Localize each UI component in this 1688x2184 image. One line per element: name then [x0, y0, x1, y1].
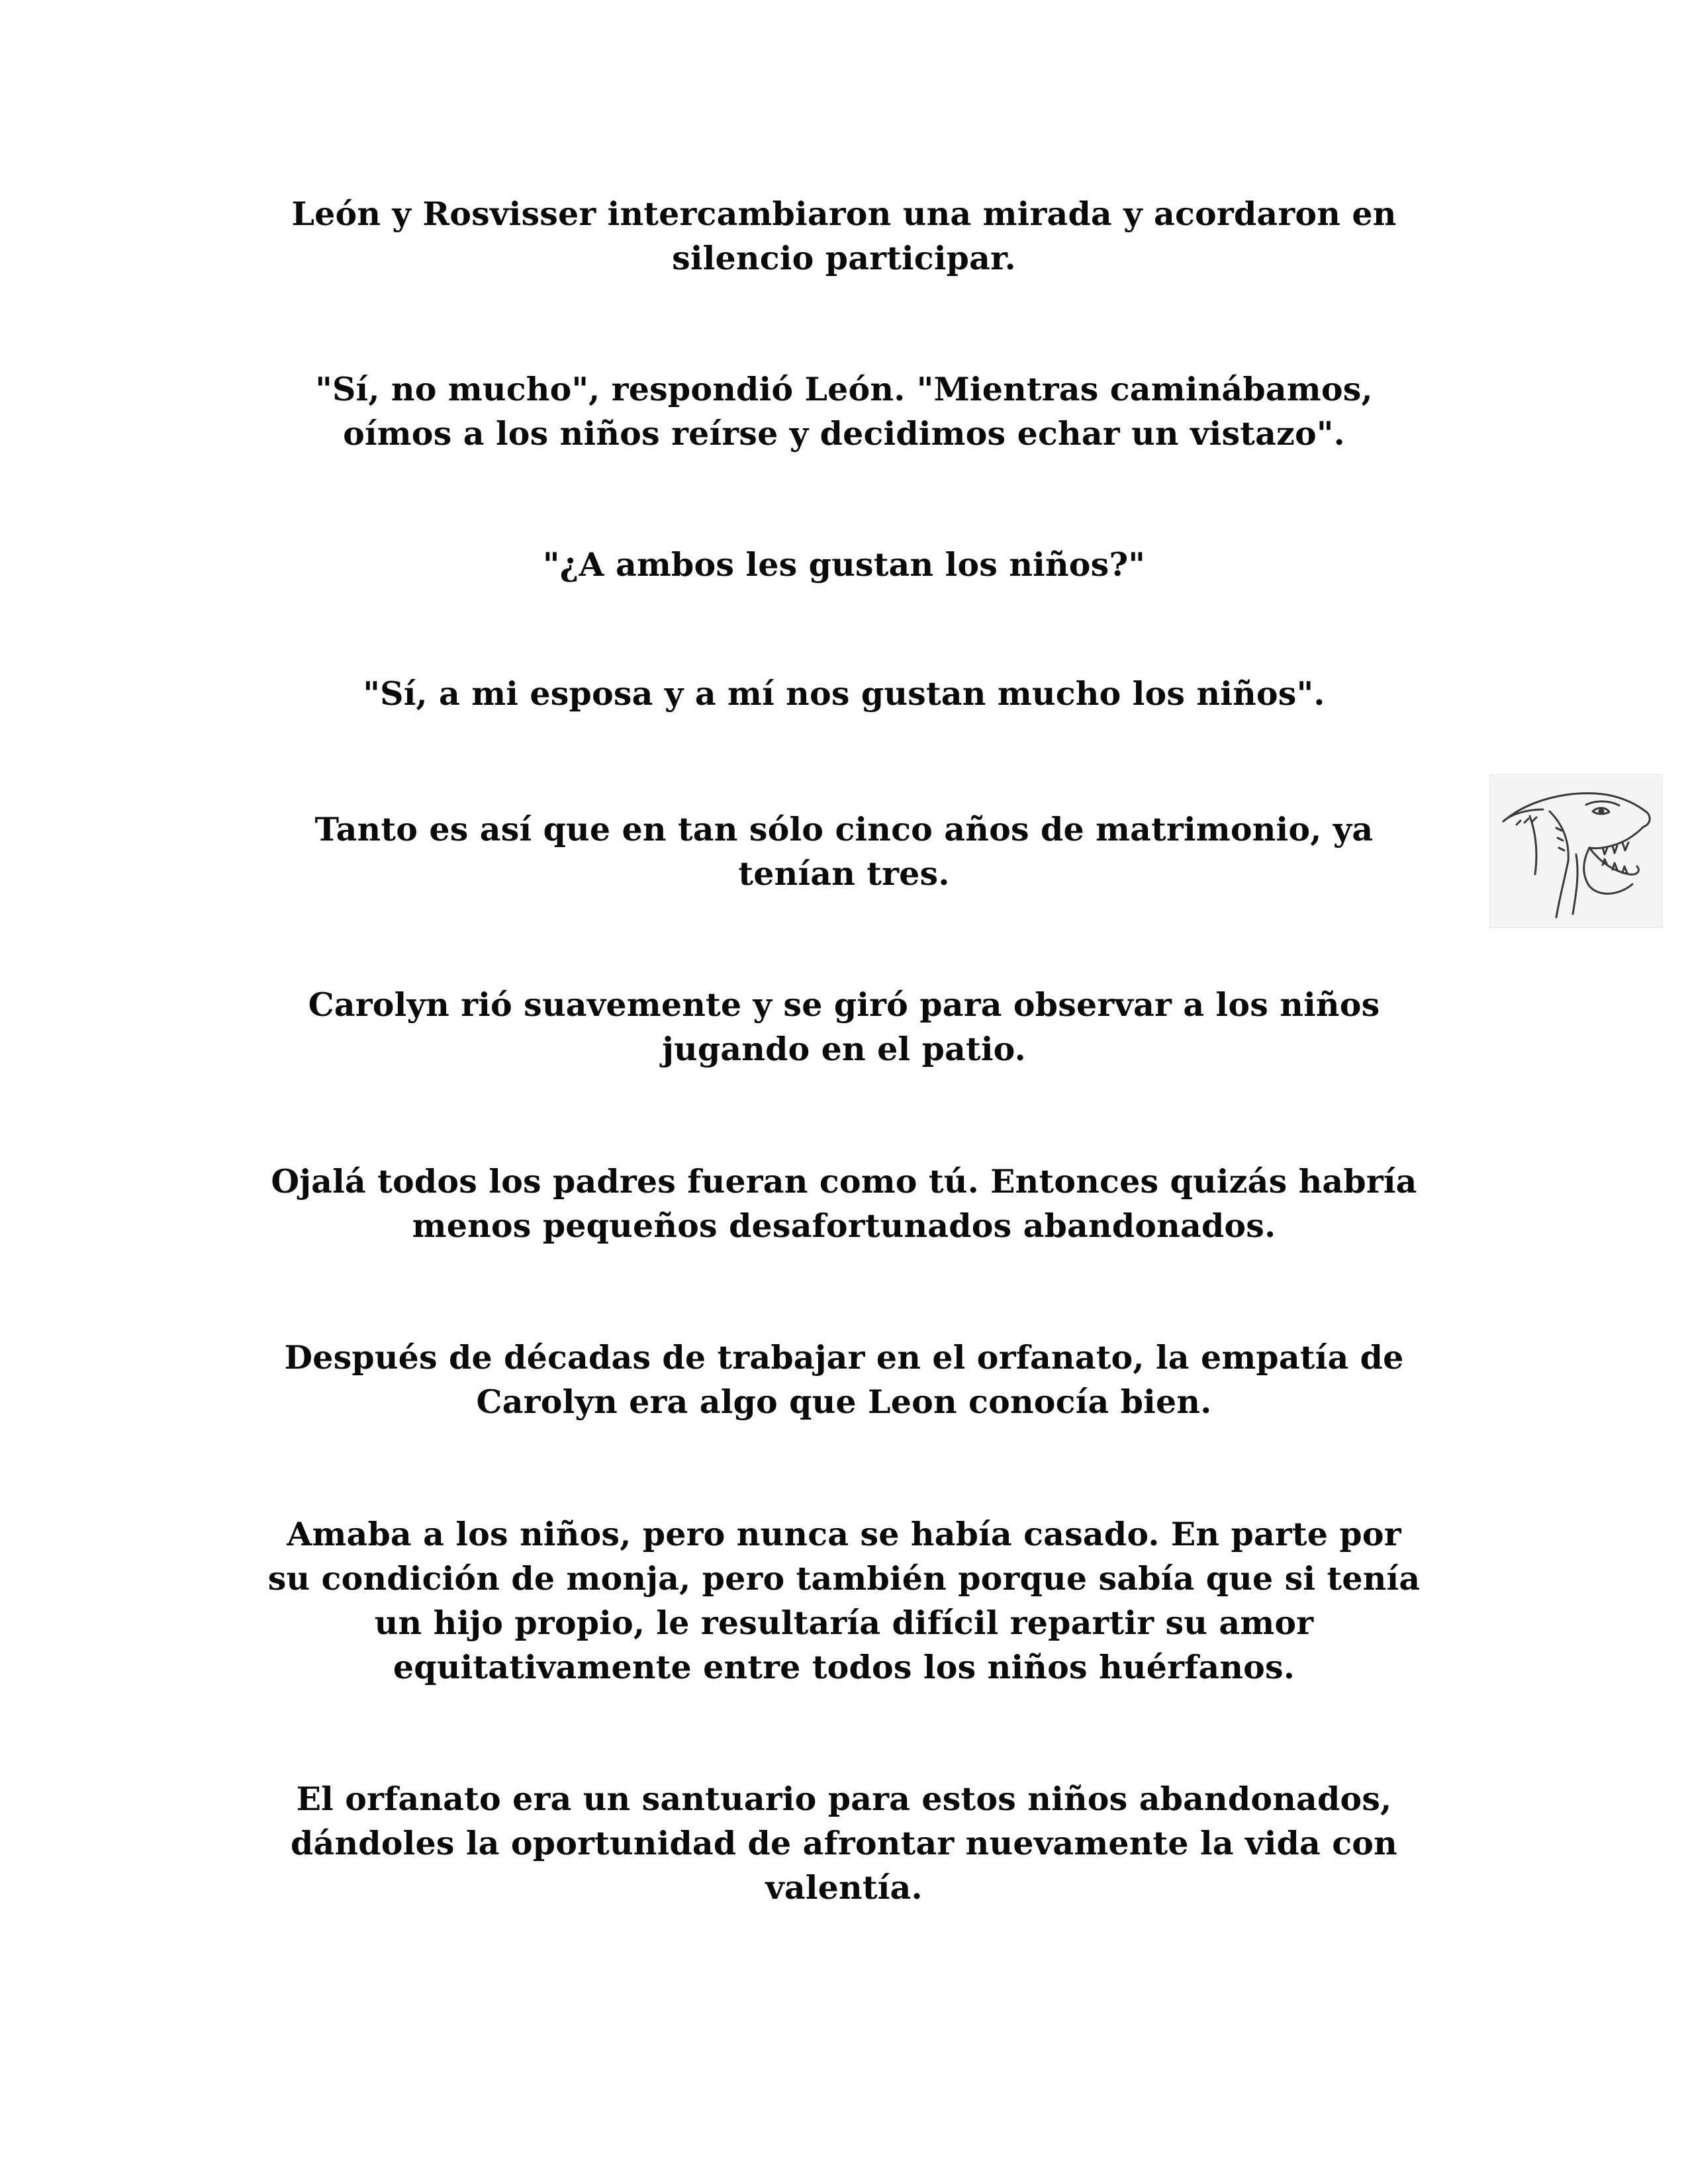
paragraph-10: El orfanato era un santuario para estos niños abandonados, dándoles la oportunidad de afrontar nuevamente la vida con valentía.: [291, 1780, 1397, 1907]
paragraph-5: Tanto es así que en tan sólo cinco años de matrimonio, ya tenían tres.: [314, 810, 1374, 893]
paragraph-3: "¿A ambos les gustan los niños?": [542, 545, 1146, 584]
paragraph-1: León y Rosvisser intercambiaron una mirada y acordaron en silencio participar.: [291, 195, 1397, 277]
paragraph-7: Ojalá todos los padres fueran como tú. Entonces quizás habría menos pequeños desafortunados abandonados.: [271, 1162, 1417, 1245]
paragraph-4: "Sí, a mi esposa y a mí nos gustan mucho los niños".: [363, 674, 1325, 713]
paragraph-2: "Sí, no mucho", respondió León. "Mientras caminábamos, oímos a los niños reírse y decidimos echar un vistazo".: [315, 370, 1373, 453]
paragraph-8: Después de décadas de trabajar en el orfanato, la empatía de Carolyn era algo que Leon conocía bien.: [284, 1338, 1404, 1421]
paragraph-9: Amaba a los niños, pero nunca se había casado. En parte por su condición de monja, pero también porque sabía que si tenía un hijo propio, le resultaría difícil repartir su amor equitativamente entre todos los niños huérfanos.: [267, 1515, 1421, 1686]
paragraph-6: Carolyn rió suavemente y se giró para observar a los niños jugando en el patio.: [308, 985, 1380, 1068]
dinosaur-head-sketch-icon: [1489, 774, 1663, 928]
